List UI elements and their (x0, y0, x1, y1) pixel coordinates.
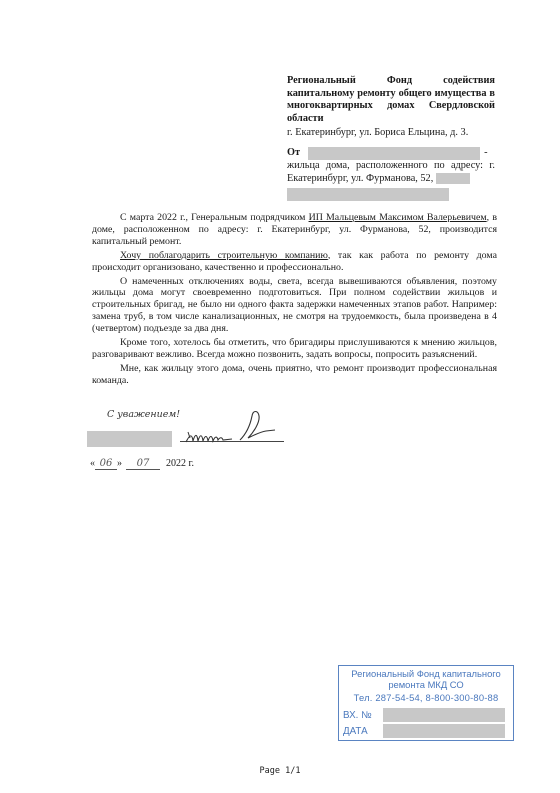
stamp-org-line2: ремонта МКД СО (388, 679, 464, 690)
redacted-sender-extra (287, 188, 449, 201)
stamp-org-line1: Региональный Фонд капитального (351, 668, 501, 679)
stamp-date: ДАТА (343, 724, 505, 738)
addressee-org: Региональный Фонд содействия капитальному ремонту общего имущества в многоквартирных домах Свердловской области (287, 75, 495, 124)
regards-text: С уважением! (107, 409, 181, 420)
date-month: 07 (126, 458, 160, 470)
stamp-phone: Тел. 287-54-54, 8-800-300-80-88 (353, 692, 499, 703)
date-year: 2022 г. (166, 458, 194, 469)
paragraph-3: О намеченных отключениях воды, света, всегда вывешиваются объявления, поэтому жильцы дома могут своевременно подготовиться. При полном содействии жильцов и строительных бригад, не было ни одного факта задержки намеченных этапов работ. Например: замена труб, в том числе канализационных, не смотря на трудоемкость, была произведена в 4 (четвертом) подъезде за два дня. (92, 275, 497, 335)
from-dash: - (484, 147, 488, 159)
stamp-in-number: ВХ. № (343, 708, 505, 722)
from-label: От (287, 147, 301, 159)
letter-body (92, 212, 497, 389)
incoming-stamp (338, 665, 514, 741)
redacted-in-number (383, 708, 505, 722)
paragraph-2: Хочу поблагодарить строительную компанию, так как работа по ремонту дома происходит организовано, качественно и профессионально. (92, 249, 497, 273)
addressee-address: г. Екатеринбург, ул. Бориса Ельцина, д. 3. (287, 127, 469, 139)
date-day: 06 (95, 458, 117, 470)
sender-block (287, 147, 495, 206)
paragraph-1: С марта 2022 г., Генеральным подрядчиком ИП Мальцевым Максимом Валерьевичем, в доме, расположенном по адресу: г. Екатеринбург, ул. Фурманова, 52, производится капитальный ремонт. (92, 212, 497, 247)
contractor-name: ИП Мальцевым Максимом Валерьевичем (308, 212, 487, 223)
sender-address: жильца дома, расположенного по адресу: г. Екатеринбург, ул. Фурманова, 52, (287, 160, 495, 184)
redacted-apartment (436, 173, 470, 184)
thanks-phrase: Хочу поблагодарить строительную компанию (120, 249, 328, 261)
addressee-block (287, 75, 495, 140)
page-number: Page 1/1 (259, 766, 301, 776)
paragraph-5: Мне, как жильцу этого дома, очень приятно, что ремонт производит профессиональная команда. (92, 362, 497, 386)
redacted-sender-name (308, 147, 480, 160)
paragraph-4: Кроме того, хотелось бы отметить, что бригадиры прислушиваются к мнению жильцов, разговаривают вежливо. Всегда можно позвонить, задать вопросы, попросить разъяснений. (92, 337, 497, 360)
redacted-stamp-date (383, 724, 505, 738)
handwritten-signature (180, 404, 285, 449)
letter-date: « 06 » 07 2022 г. (90, 458, 194, 469)
redacted-signer-name (87, 431, 172, 447)
